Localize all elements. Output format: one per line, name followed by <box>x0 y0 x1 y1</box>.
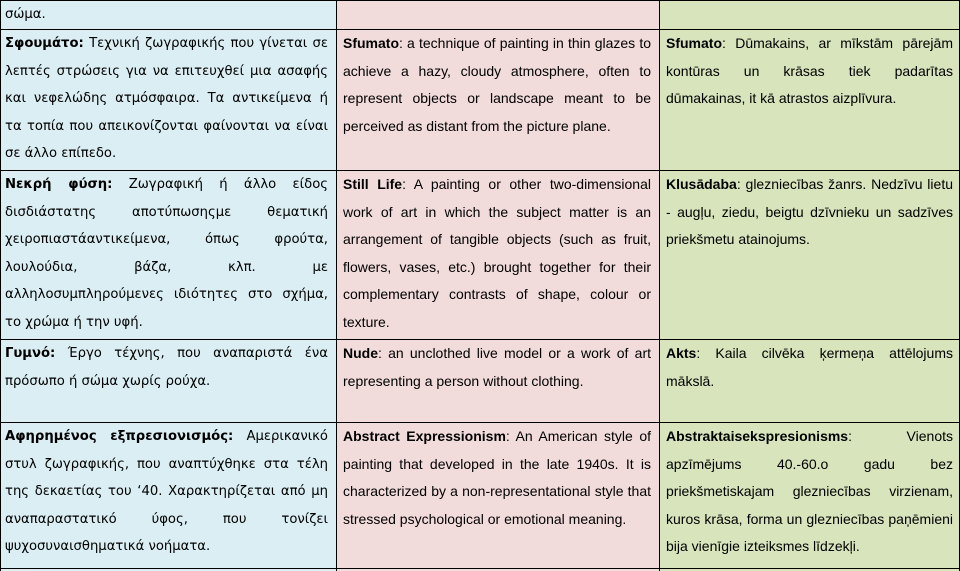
definition-text: Αμερικανικό στυλ ζωγραφικής, που αναπτύχθηκε στα τέλη της δεκαετίας του ‘40. Χαρακτηρίζεται από μη αναπαραστατικό ύφος, που τονίζει ψυχοσυναισθηματικά νοήματα. <box>5 429 328 554</box>
table-border-bottom <box>0 568 960 569</box>
table-cell-latvian <box>661 30 959 170</box>
term-label: Akts <box>666 345 697 361</box>
term-separator: : <box>505 428 510 444</box>
table-cell-greek <box>1 30 336 170</box>
term-label: Abstract Expressionism <box>343 428 506 444</box>
term-separator: : <box>722 35 726 51</box>
definition-text: Ζωγραφική ή άλλο είδος δισδιάστατης αποτύπωσηςμε θεματική χειροπιαστάαντικείμενα, όπως φρούτα, λουλούδια, βάζα, κλπ. με αλληλοσυμπληρούμενες ιδιότητες στο σχήμα, το χρώμα ή την υφή. <box>5 177 328 330</box>
definition-text: Kaila cilvēka ķermeņa attēlojums mākslā. <box>666 345 953 389</box>
term-separator: : <box>736 176 741 192</box>
table-cell-latvian <box>661 423 959 568</box>
term-label: Αφηρημένος εξπρεσιονισμός: <box>5 429 234 444</box>
term-label: Klusādaba <box>666 176 737 192</box>
definition-text: glezniecības žanrs. Nedzīvu lietu - augļu, ziedu, beigtu dzīvnieku un sadzīves priekšmetu atainojums. <box>666 176 953 247</box>
definition-text: Τεχνική ζωγραφικής που γίνεται σε λεπτές στρώσεις για να επιτευχθεί μια ασαφής και νεφελώδης ατμόσφαιρα. Τα αντικείμενα ή τα τοπία που απεικονίζονται φαίνονται να είναι σε άλλο επίπεδο. <box>5 36 328 161</box>
term-label: Still Life <box>343 176 403 192</box>
table-cell-greek <box>1 171 336 339</box>
table-cell-greek <box>1 1 336 29</box>
term-label: Abstraktaisekspresionisms <box>666 428 849 444</box>
term-label: Sfumato <box>343 35 399 51</box>
term-separator: : <box>848 428 852 444</box>
table-cell-greek <box>1 423 336 568</box>
table-cell-english <box>338 423 659 568</box>
term-label: Νεκρή φύση: <box>5 177 113 192</box>
definition-text: An American style of painting that developed in the late 1940s. It is characterized by a non-representational style that stressed psychological or emotional meaning. <box>343 428 651 527</box>
term-label: Σφουμάτο: <box>5 36 84 51</box>
definition-text: Vienots apzīmējums 40.-60.o gadu bez priekšmetiskajam glezniecības virzienam, kuros krāsa, forma un glezniecības paņēmieni bija vienīgie izteiksmes līdzekļi. <box>666 428 953 554</box>
table-cell-latvian <box>661 340 959 422</box>
definition-text: a technique of painting in thin glazes to achieve a hazy, cloudy atmosphere, often to represent objects or landscape meant to be perceived as distant from the picture plane. <box>343 35 651 134</box>
term-separator: : <box>399 35 403 51</box>
definition-text: Dūmakains, ar mīkstām pārejām kontūras un krāsas tiek padarītas dūmakainas, it kā atrastos aizplīvura. <box>666 35 953 106</box>
table-cell-greek <box>1 340 336 422</box>
definition-text: Έργο τέχνης, που αναπαριστά ένα πρόσωπο ή σώμα χωρίς ρούχα. <box>5 346 328 389</box>
term-label: Γυμνό: <box>5 346 56 361</box>
definition-text: an unclothed live model or a work of art representing a person without clothing. <box>343 345 651 389</box>
term-label: Nude <box>343 345 378 361</box>
term-label: Sfumato <box>666 35 722 51</box>
term-separator: : <box>696 345 701 361</box>
table-cell-english <box>338 30 659 170</box>
term-separator: : <box>378 345 382 361</box>
table-cell-latvian <box>661 171 959 339</box>
table-cell-english <box>338 340 659 422</box>
definition-text: A painting or other two-dimensional work of art in which the subject matter is an arrangement of tangible objects (such as fruit, flowers, vases, etc.) brought together for their complementary contrasts of shape, colour or texture. <box>343 176 651 330</box>
table-cell-english <box>338 171 659 339</box>
term-separator: : <box>402 176 406 192</box>
cell-text: σώμα. <box>5 7 46 22</box>
